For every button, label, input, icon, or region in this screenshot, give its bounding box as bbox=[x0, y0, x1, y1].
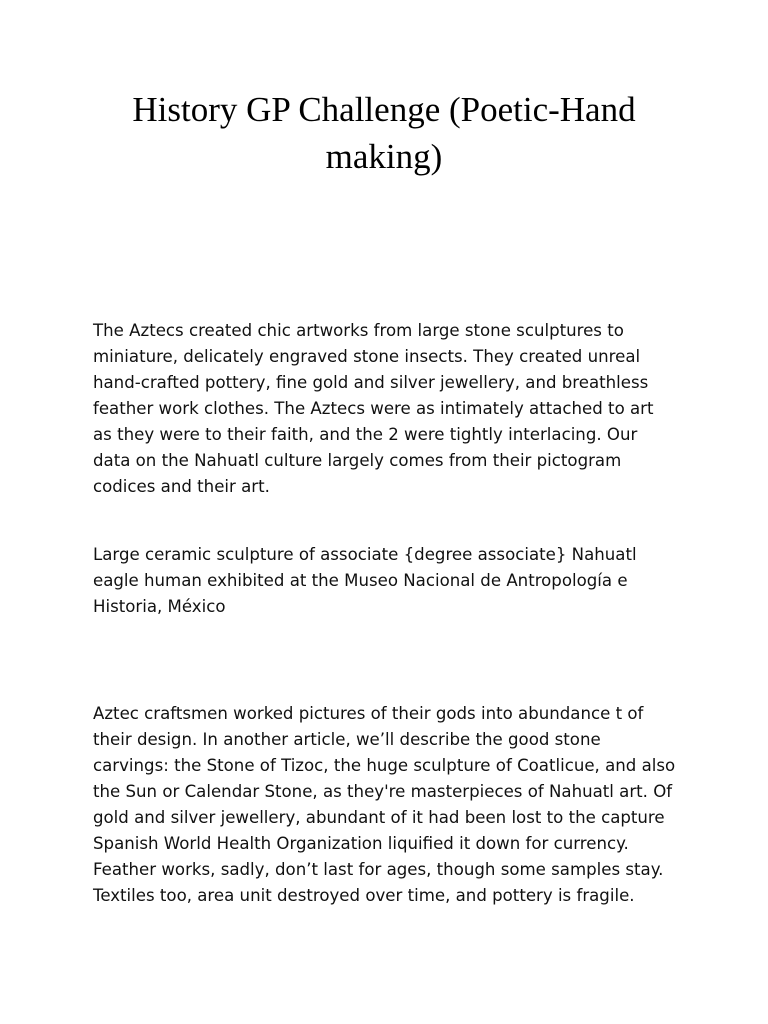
text-line: Textiles too, area unit destroyed over time, and pottery is fragile. bbox=[93, 886, 635, 905]
page-title bbox=[40, 86, 728, 180]
text-line: Spanish World Health Organization liquified it down for currency. bbox=[93, 834, 629, 853]
text-line: The Aztecs created chic artworks from large stone sculptures to bbox=[93, 321, 624, 340]
paragraph-aztec-artworks bbox=[93, 318, 673, 500]
text-line: feather work clothes. The Aztecs were as intimately attached to art bbox=[93, 399, 654, 418]
paragraph-aztec-craftsmen bbox=[93, 701, 676, 909]
text-line: Feather works, sadly, don’t last for ages, though some samples stay. bbox=[93, 860, 664, 879]
paragraph-sculpture-caption bbox=[93, 542, 673, 620]
text-line: data on the Nahuatl culture largely comes from their pictogram bbox=[93, 451, 622, 470]
text-line: the Sun or Calendar Stone, as they're masterpieces of Nahuatl art. Of bbox=[93, 782, 673, 801]
text-line: Aztec craftsmen worked pictures of their gods into abundance t of bbox=[93, 704, 644, 723]
text-line: hand-crafted pottery, fine gold and silver jewellery, and breathless bbox=[93, 373, 649, 392]
title-line: making) bbox=[325, 137, 443, 176]
text-line: Large ceramic sculpture of associate {degree associate} Nahuatl bbox=[93, 545, 637, 564]
text-line: eagle human exhibited at the Museo Nacional de Antropología e bbox=[93, 571, 628, 590]
text-line: as they were to their faith, and the 2 were tightly interlacing. Our bbox=[93, 425, 638, 444]
title-line: History GP Challenge (Poetic-Hand bbox=[132, 90, 636, 129]
text-line: their design. In another article, we’ll describe the good stone bbox=[93, 730, 601, 749]
text-line: carvings: the Stone of Tizoc, the huge sculpture of Coatlicue, and also bbox=[93, 756, 676, 775]
text-line: gold and silver jewellery, abundant of it had been lost to the capture bbox=[93, 808, 665, 827]
text-line: codices and their art. bbox=[93, 477, 270, 496]
text-line: Historia, México bbox=[93, 597, 226, 616]
text-line: miniature, delicately engraved stone insects. They created unreal bbox=[93, 347, 641, 366]
